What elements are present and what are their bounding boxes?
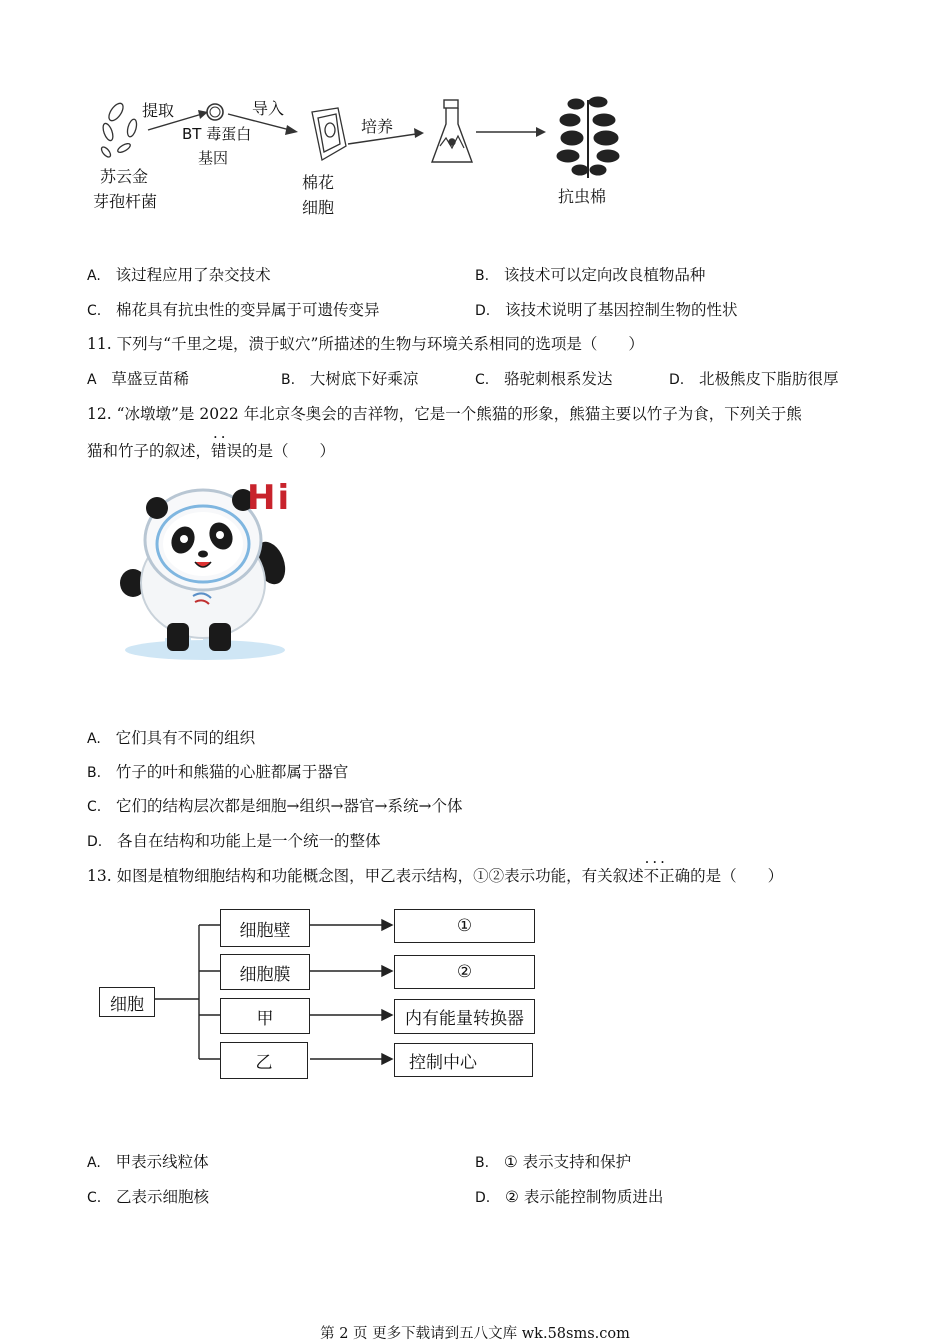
option-text: ① 表示支持和保护 [503,1153,632,1171]
option-label: C. [87,799,102,815]
gene-label-2: 基因 [198,149,229,167]
q11-option-d[interactable] [669,370,839,389]
cell-concept-diagram [95,905,545,1085]
bacteria-label-1: 苏云金 [100,167,149,186]
option-label: C. [87,1190,102,1206]
option-text: 棉花具有抗虫性的变异属于可遗传变异 [116,301,380,319]
option-text: 北极熊皮下脂肪很厚 [699,370,839,388]
option-text: 大树底下好乘凉 [309,370,419,388]
q12-stem-line1: 12. “冰墩墩”是 2022 年北京冬奥会的吉祥物，它是一个熊猫的形象，熊猫主要以竹子为食，下列关于熊 [87,405,802,423]
mascot-hi-text: Hi [247,478,292,518]
emphasis-text: ··· 不正确 [644,867,691,885]
step-culture-label: 培养 [361,117,394,136]
q10-option-c[interactable] [87,301,380,320]
option-label: A [87,372,97,388]
gene-ring-icon [207,104,223,120]
culture-flask-icon [432,100,472,162]
option-text: ② 表示能控制物质进出 [505,1188,664,1206]
option-label: B. [87,765,102,781]
q12-option-a[interactable] [87,729,255,748]
q10-option-b[interactable] [475,266,705,285]
q10-option-d[interactable] [475,301,738,320]
emphasis-text: ·· 错误 [211,442,242,460]
q10-option-a[interactable] [87,266,271,285]
bing-dwen-dwen-image [115,478,295,663]
option-label: A. [87,268,101,284]
option-text: 甲表示线粒体 [115,1153,209,1171]
option-text: 各自在结构和功能上是一个统一的整体 [117,832,381,850]
option-label: C. [87,303,102,319]
diagram-function-1: ① [394,909,535,943]
cell-label-2: 细胞 [302,198,335,217]
q11-option-a[interactable] [87,370,189,389]
q13-option-a[interactable] [87,1153,209,1172]
stem-text: 猫和竹子的叙述， [87,442,212,460]
option-label: B. [475,268,490,284]
q11-option-b[interactable] [281,370,418,389]
option-text: 骆驼刺根系发达 [504,370,613,388]
option-label: C. [475,372,490,388]
stem-text: 的是（ ） [242,442,336,460]
stem-text: 13. 如图是植物细胞结构和功能概念图，甲乙表示结构，①②表示功能，有关叙述 [87,867,644,885]
option-text: 它们具有不同的组织 [115,729,256,747]
option-text: 竹子的叶和熊猫的心脏都属于器官 [115,763,349,781]
option-text: 该技术可以定向改良植物品种 [503,266,706,284]
step-import-label: 导入 [252,99,285,118]
option-label: D. [475,303,491,319]
diagram-structure-jia: 甲 [220,998,310,1034]
option-label: A. [87,731,101,747]
option-label: D. [669,372,685,388]
cotton-cell-icon [312,108,346,160]
q13-option-d[interactable] [475,1188,663,1207]
q11-option-c[interactable] [475,370,613,389]
bacteria-icon [100,101,138,159]
plant-label: 抗虫棉 [558,187,607,206]
option-text: 乙表示细胞核 [116,1188,210,1206]
insect-resistant-cotton-icon [557,97,619,178]
diagram-function-energy-converter: 内有能量转换器 [394,999,535,1034]
diagram-structure-cell-wall: 细胞壁 [220,909,310,947]
q13-option-c[interactable] [87,1188,209,1207]
bacteria-label-2: 芽孢杆菌 [93,192,158,211]
option-label: D. [475,1190,491,1206]
diagram-root-cell: 细胞 [99,987,155,1017]
q10-figure [90,90,650,225]
diagram-function-2: ② [394,955,535,989]
stem-text: 的是（ ） [690,867,784,885]
q12-option-d[interactable] [87,832,381,851]
diagram-structure-yi: 乙 [220,1042,308,1079]
q13-stem [87,867,783,886]
option-label: B. [475,1155,490,1171]
option-text: 草盛豆苗稀 [111,370,189,388]
diagram-structure-cell-membrane: 细胞膜 [220,954,310,990]
option-text: 它们的结构层次都是细胞→组织→器官→系统→个体 [116,797,463,815]
gene-label-1: BT 毒蛋白 [182,125,252,143]
option-text: 该技术说明了基因控制生物的性状 [505,301,738,319]
q13-option-b[interactable] [475,1153,631,1172]
q12-option-c[interactable] [87,797,462,816]
q12-stem-line2 [87,442,335,461]
option-label: D. [87,834,103,850]
option-label: A. [87,1155,101,1171]
diagram-function-control-center: 控制中心 [394,1043,533,1077]
cell-label-1: 棉花 [302,173,335,192]
step-extract-label: 提取 [142,101,175,120]
option-text: 该过程应用了杂交技术 [115,266,271,284]
page-footer: 第 2 页 更多下载请到五八文库 wk.58sms.com [320,1326,630,1342]
q12-option-b[interactable] [87,763,348,782]
q11-stem: 11. 下列与“千里之堤，溃于蚁穴”所描述的生物与环境关系相同的选项是（ ） [87,335,644,353]
option-label: B. [281,372,296,388]
